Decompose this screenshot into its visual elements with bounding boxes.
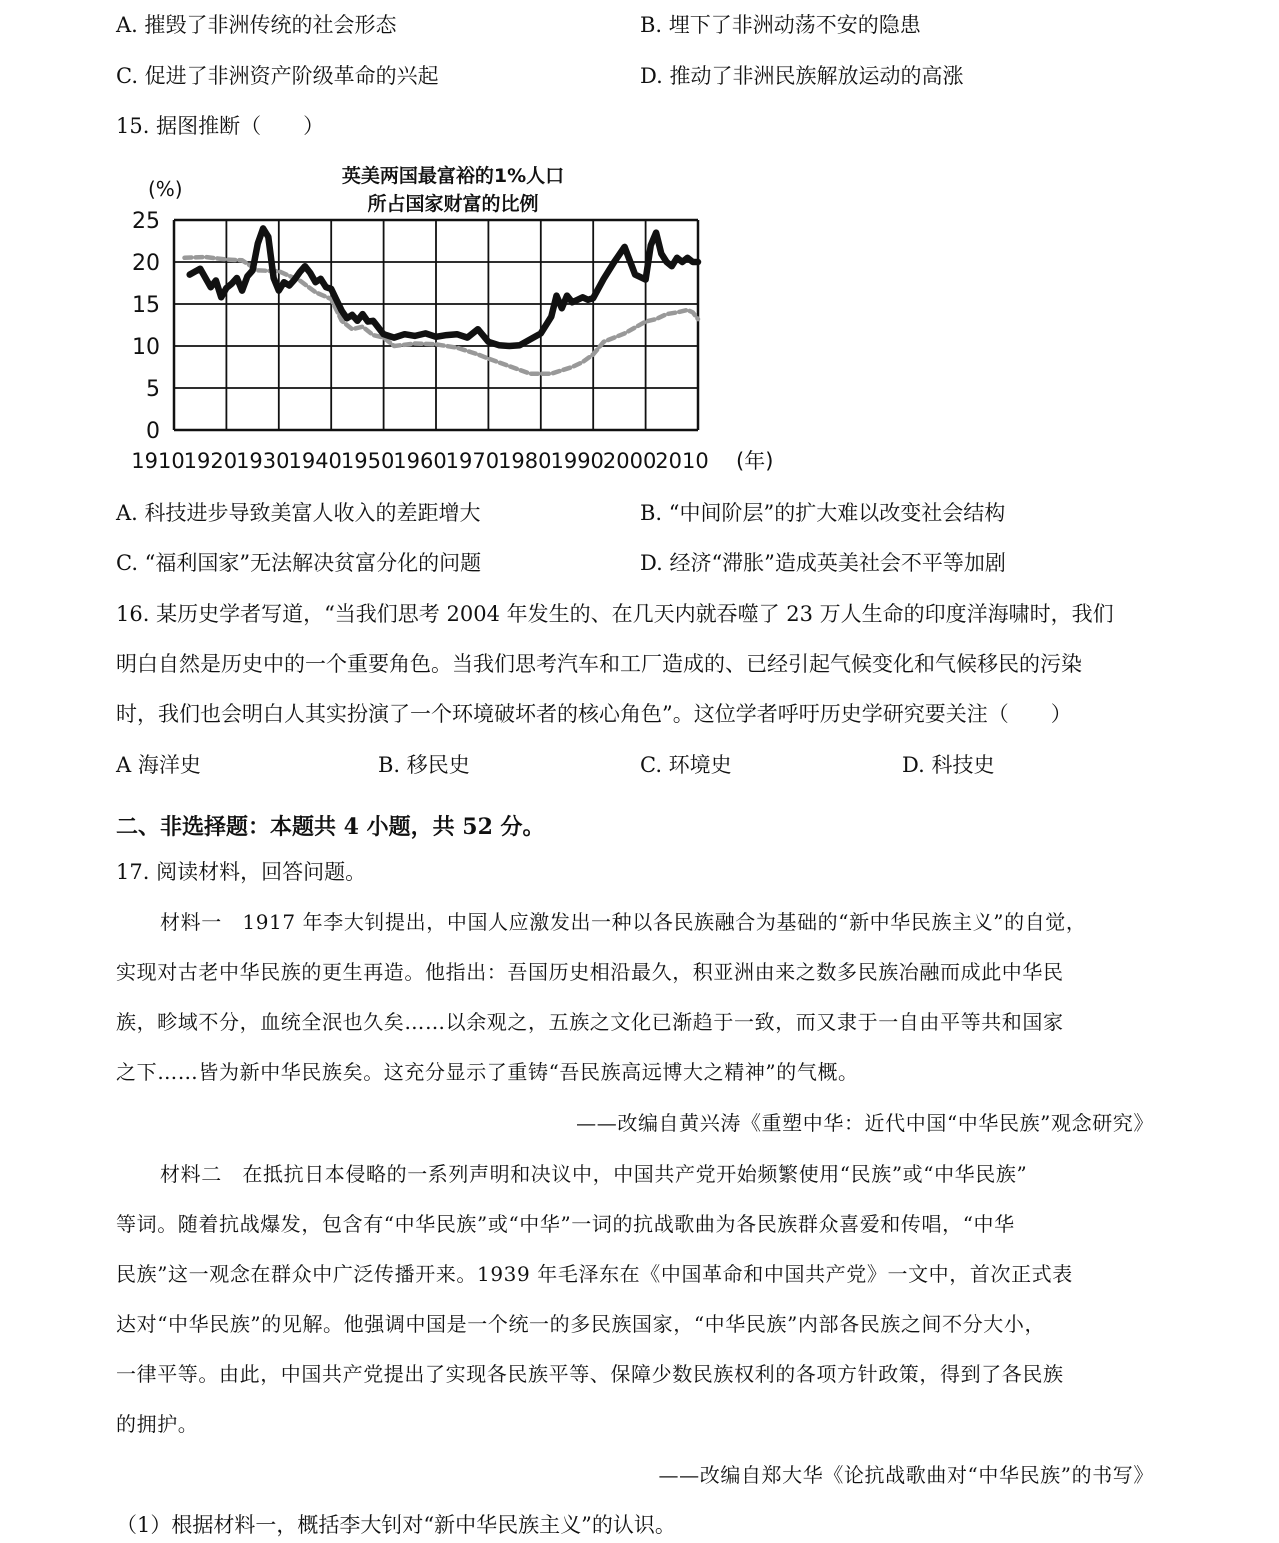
- q15-stem: 15. 据图推断（ ）: [116, 114, 325, 138]
- x-tick-label: 2010: [655, 449, 709, 473]
- q17-sub-question-1: （1）根据材料一，概括李大钊对“新中华民族主义”的认识。: [116, 1513, 676, 1537]
- y-tick-label: 25: [132, 209, 160, 234]
- y-tick-label: 10: [132, 335, 160, 360]
- x-tick-label: 1940: [288, 449, 342, 473]
- q14-option-a: A. 摧毁了非洲传统的社会形态: [116, 13, 397, 37]
- q16-line-3: 时，我们也会明白人其实扮演了一个环境破坏者的核心角色”。这位学者呼吁历史学研究要关注（ ）: [116, 702, 1072, 726]
- q16-line-2: 明白自然是历史中的一个重要角色。当我们思考汽车和工厂造成的、已经引起气候变化和气候移民的污染: [116, 652, 1082, 676]
- q16-option-d: D. 科技史: [902, 753, 995, 777]
- material-2-line-1: 材料二 在抵抗日本侵略的一系列声明和决议中，中国共产党开始频繁使用“民族”或“中华民族”: [160, 1162, 1028, 1186]
- material-1-line-3: 族，畛域不分，血统全泯也久矣……以余观之，五族之文化已渐趋于一致，而又隶于一自由平等共和国家: [116, 1010, 1064, 1034]
- chart-title-line-2: 所占国家财富的比例: [367, 193, 539, 215]
- q17-stem: 17. 阅读材料，回答问题。: [116, 860, 367, 884]
- x-tick-label: 1980: [498, 449, 552, 473]
- q14-option-c: C. 促进了非洲资产阶级革命的兴起: [116, 64, 439, 88]
- x-tick-label: 1910: [131, 449, 185, 473]
- x-tick-label: 1950: [340, 449, 395, 473]
- q15-option-a: A. 科技进步导致美富人收入的差距增大: [116, 501, 481, 525]
- q16-option-c: C. 环境史: [640, 753, 732, 777]
- chart-y-unit: (%): [148, 177, 183, 201]
- material-2-line-2: 等词。随着抗战爆发，包含有“中华民族”或“中华”一词的抗战歌曲为各民族群众喜爱和传唱，“中华: [116, 1212, 1015, 1236]
- material-2-line-3: 民族”这一观念在群众中广泛传播开来。1939 年毛泽东在《中国革命和中国共产党》一文中，首次正式表: [116, 1262, 1073, 1286]
- y-tick-label: 0: [146, 419, 160, 444]
- y-tick-label: 15: [132, 293, 160, 318]
- material-2-line-6: 的拥护。: [116, 1412, 199, 1436]
- x-tick-label: 1990: [550, 449, 604, 473]
- material-1-line-1: 材料一 1917 年李大钊提出，中国人应激发出一种以各民族融合为基础的“新中华民族主义”的自觉，: [160, 910, 1087, 934]
- section-2-heading: 二、非选择题：本题共 4 小题，共 52 分。: [116, 814, 545, 840]
- q14-option-d: D. 推动了非洲民族解放运动的高涨: [640, 64, 964, 88]
- q16-line-1: 16. 某历史学者写道，“当我们思考 2004 年发生的、在几天内就吞噬了 23 万人生命的印度洋海啸时，我们: [116, 602, 1114, 626]
- q15-option-b: B. “中间阶层”的扩大难以改变社会结构: [640, 501, 1006, 525]
- y-tick-label: 20: [132, 251, 160, 276]
- x-tick-label: 1970: [445, 449, 500, 473]
- x-tick-label: 1920: [183, 449, 238, 473]
- q14-option-b: B. 埋下了非洲动荡不安的隐患: [640, 13, 921, 37]
- material-1-source: ——改编自黄兴涛《重塑中华：近代中国“中华民族”观念研究》: [576, 1111, 1154, 1135]
- material-1-line-4: 之下……皆为新中华民族矣。这充分显示了重铸“吾民族高远博大之精神”的气概。: [116, 1060, 859, 1084]
- q15-option-c: C. “福利国家”无法解决贫富分化的问题: [116, 551, 482, 575]
- chart-x-unit: (年): [736, 449, 774, 473]
- material-2-line-5: 一律平等。由此，中国共产党提出了实现各民族平等、保障少数民族权利的各项方针政策，得到了各民族: [116, 1362, 1064, 1386]
- x-tick-label: 2000: [602, 449, 657, 473]
- x-tick-label: 1930: [236, 449, 290, 473]
- material-2-source: ——改编自郑大华《论抗战歌曲对“中华民族”的书写》: [658, 1463, 1154, 1487]
- q16-option-b: B. 移民史: [378, 753, 470, 777]
- q15-option-d: D. 经济“滞胀”造成英美社会不平等加剧: [640, 551, 1006, 575]
- material-2-line-4: 达对“中华民族”的见解。他强调中国是一个统一的多民族国家，“中华民族”内部各民族之间不分大小，: [116, 1312, 1046, 1336]
- chart-title-line-1: 英美两国最富裕的1%人口: [341, 165, 565, 187]
- series-dashed-line: [185, 257, 699, 374]
- material-1-line-2: 实现对古老中华民族的更生再造。他指出：吾国历史相沿最久，积亚洲由来之数多民族冶融而成此中华民: [116, 960, 1064, 984]
- series-solid-line: [190, 228, 698, 346]
- q16-option-a: A 海洋史: [116, 753, 201, 777]
- y-tick-label: 5: [146, 377, 160, 402]
- wealth-share-chart: [118, 158, 798, 483]
- x-tick-label: 1960: [393, 449, 447, 473]
